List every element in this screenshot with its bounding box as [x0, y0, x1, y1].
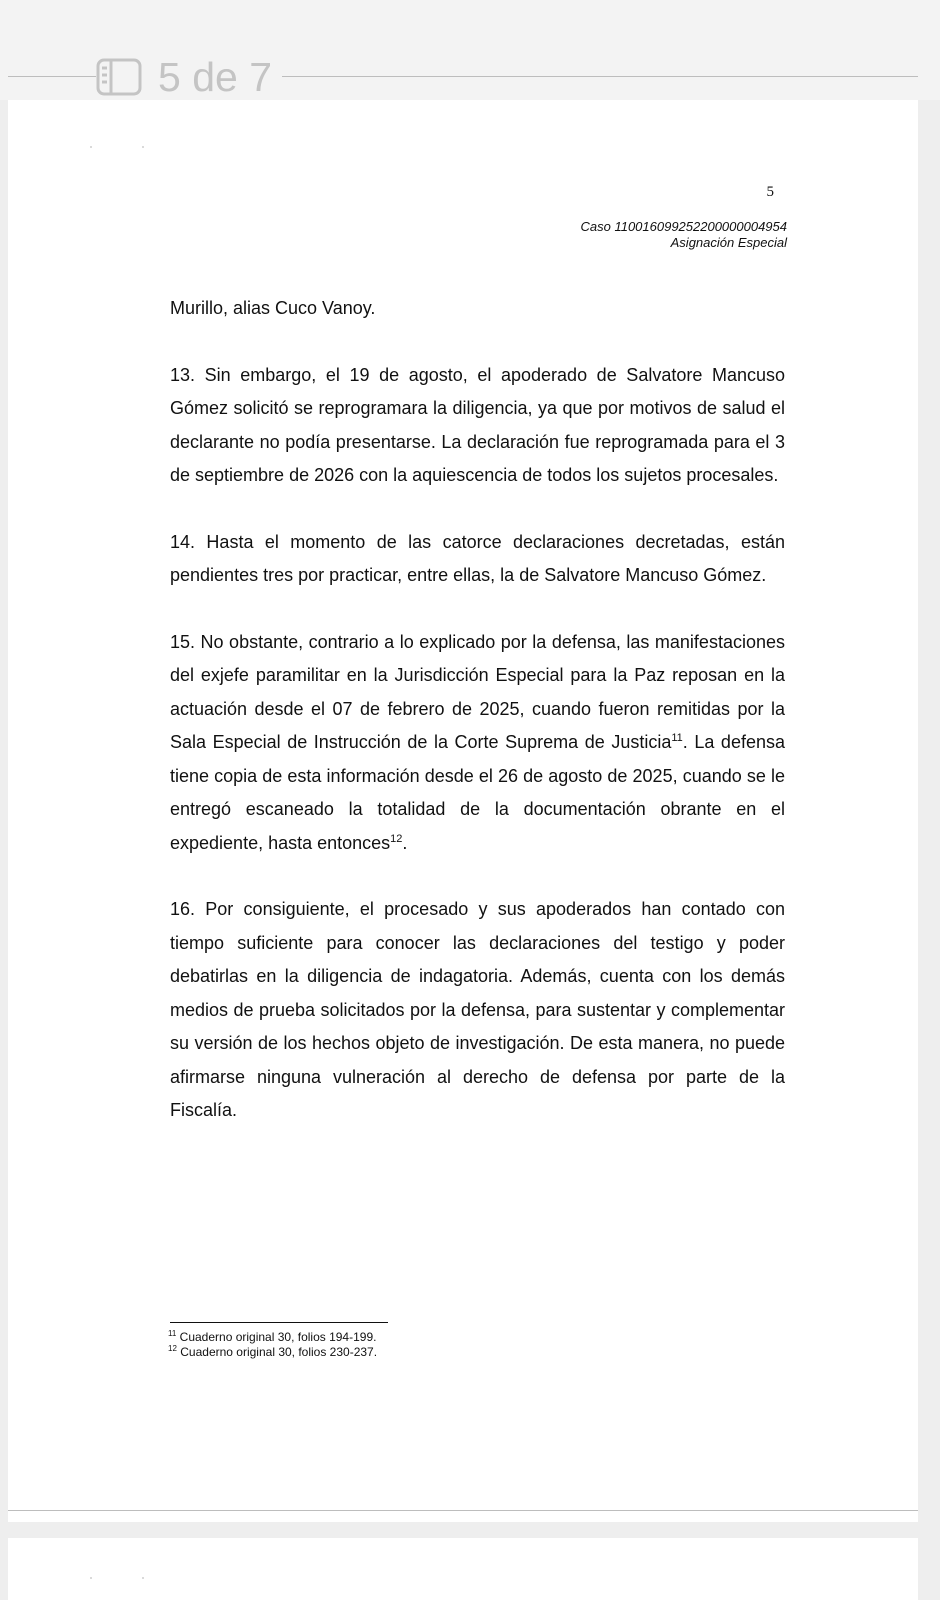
- paragraph-15-part-c: .: [402, 832, 408, 853]
- footnote-number: 12: [168, 1344, 177, 1353]
- paragraph-continuation: Murillo, alias Cuco Vanoy.: [170, 298, 376, 318]
- scan-speck: [142, 1577, 144, 1579]
- pages-panel-icon[interactable]: [96, 58, 142, 96]
- scan-speck: [90, 1577, 92, 1579]
- paragraph-13: 13. Sin embargo, el 19 de agosto, el apoderado de Salvatore Mancuso Gómez solicitó se reprogramara la diligencia, ya que por motivos de salud el declarante no podía presentarse. La declaración fue reprogramada para el 3 de septiembre de 2026 con la aquiescencia de todos los sujetos procesales.: [170, 364, 785, 485]
- document-body: [170, 292, 785, 1161]
- footnote-text: Cuaderno original 30, folios 230-237.: [180, 1345, 378, 1359]
- paragraph-15-part-a: 15. No obstante, contrario a lo explicado por la defensa, las manifestaciones del exjefe paramilitar en la Jurisdicción Especial para la Paz reposan en la actuación desde el 07 de febrero de 2025, cuando fueron remitidas por la Sala Especial de Instrucción de la Corte Suprema de Justicia: [170, 631, 785, 752]
- case-header: [580, 219, 787, 251]
- paragraph-15: [170, 626, 785, 861]
- footnote-11: [168, 1330, 377, 1345]
- scan-speck: [90, 146, 92, 148]
- page-separator-bottom: [8, 1510, 918, 1511]
- assignment-label: Asignación Especial: [670, 235, 787, 250]
- footnote-ref-11[interactable]: 11: [671, 732, 683, 744]
- footnotes: [168, 1330, 377, 1360]
- page-number: 5: [766, 184, 774, 200]
- footnote-text: Cuaderno original 30, folios 194-199.: [179, 1330, 377, 1344]
- footnote-ref-12[interactable]: 12: [390, 832, 403, 845]
- footnote-number: 11: [168, 1329, 177, 1338]
- page-indicator[interactable]: [96, 54, 282, 100]
- paragraph-15-part-b: . La defensa tiene copia de esta información desde el 26 de agosto de 2025, cuando se le entregó escaneado la totalidad de la documentación obrante en el expediente, hasta entonces: [170, 732, 785, 853]
- paragraph-16: 16. Por consiguiente, el procesado y sus apoderados han contado con tiempo suficiente para conocer las declaraciones del testigo y poder debatirlas en la diligencia de indagatoria. Además, cuenta con los demás medios de prueba solicitados por la defensa, para sustentar y complementar su versión de los hechos objeto de investigación. De esta manera, no puede afirmarse ninguna vulneración al derecho de defensa por parte de la Fiscalía.: [170, 899, 785, 1120]
- footnote-12: [168, 1345, 377, 1360]
- scan-speck: [142, 146, 144, 148]
- case-number: Caso 110016099252200000004954: [580, 219, 787, 234]
- paragraph-14: 14. Hasta el momento de las catorce declaraciones decretadas, están pendientes tres por practicar, entre ellas, la de Salvatore Mancuso Gómez.: [170, 531, 785, 585]
- next-page-preview: [8, 1538, 918, 1600]
- page-count-label: 5 de 7: [158, 54, 272, 100]
- footnote-separator: [170, 1322, 388, 1323]
